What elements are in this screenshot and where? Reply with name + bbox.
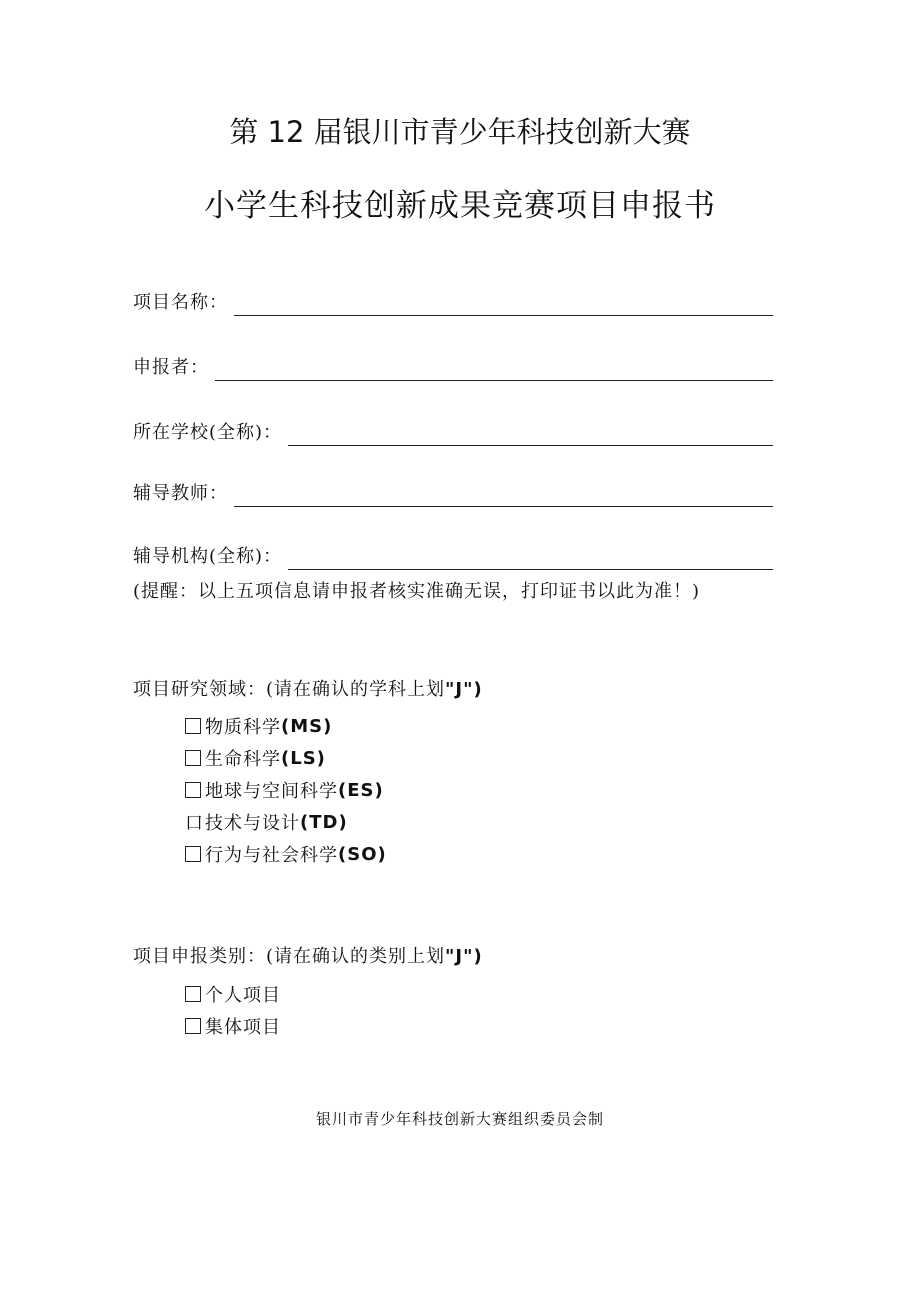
field-project-name: [133, 290, 773, 316]
field-school: [133, 420, 773, 446]
research-field-heading: [133, 675, 483, 701]
square-glyph-icon[interactable]: 口: [185, 813, 204, 834]
checkbox-icon[interactable]: [185, 782, 201, 798]
option-individual-label: 个人项目: [205, 985, 281, 1006]
option-ms[interactable]: [185, 710, 387, 742]
advisor-blank[interactable]: [234, 486, 773, 507]
checkbox-icon[interactable]: [185, 750, 201, 766]
option-es-label: 地球与空间科学: [205, 781, 338, 802]
option-individual[interactable]: [185, 978, 281, 1010]
school-blank[interactable]: [288, 425, 773, 446]
checkbox-icon[interactable]: [185, 846, 201, 862]
footer-organizer: 银川市青少年科技创新大赛组织委员会制: [315, 1110, 604, 1128]
option-so-code: (SO): [338, 843, 387, 865]
category-options: [185, 978, 281, 1042]
option-ms-label: 物质科学: [205, 717, 281, 738]
category-heading-text: 项目申报类别：(请在确认的类别上划: [133, 946, 446, 967]
field-advisor: [133, 481, 773, 507]
project-name-blank[interactable]: [234, 295, 773, 316]
option-td-code: (TD): [300, 811, 348, 833]
applicant-blank[interactable]: [215, 360, 773, 381]
field-institution-label: 辅导机构(全称)：: [133, 546, 283, 567]
category-heading: [133, 942, 483, 968]
category-heading-mark: "J"): [445, 946, 483, 967]
title-form: 小学生科技创新成果竞赛项目申报书: [204, 188, 716, 224]
field-school-label: 所在学校(全称)：: [133, 422, 283, 443]
option-group[interactable]: [185, 1010, 281, 1042]
option-es[interactable]: [185, 774, 387, 806]
option-group-label: 集体项目: [205, 1017, 281, 1038]
checkbox-icon[interactable]: [185, 1018, 201, 1034]
option-td-label: 技术与设计: [205, 813, 300, 834]
field-applicant-label: 申报者：: [133, 357, 209, 378]
research-field-heading-mark: "J"): [445, 679, 483, 700]
research-field-heading-text: 项目研究领域：(请在确认的学科上划: [133, 679, 446, 700]
option-so-label: 行为与社会科学: [205, 845, 338, 866]
field-advisor-label: 辅导教师：: [133, 483, 228, 504]
option-ls[interactable]: [185, 742, 387, 774]
option-td[interactable]: [185, 806, 387, 838]
title-competition: 第 12 届银川市青少年科技创新大赛: [229, 115, 691, 149]
field-institution: [133, 544, 773, 570]
option-es-code: (ES): [338, 779, 384, 801]
checkbox-icon[interactable]: [185, 986, 201, 1002]
option-ls-code: (LS): [281, 747, 326, 769]
checkbox-icon[interactable]: [185, 718, 201, 734]
option-ls-label: 生命科学: [205, 749, 281, 770]
field-project-name-label: 项目名称：: [133, 292, 228, 313]
field-applicant: [133, 355, 773, 381]
option-so[interactable]: [185, 838, 387, 870]
option-ms-code: (MS): [281, 715, 333, 737]
institution-blank[interactable]: [288, 549, 773, 570]
reminder-note: (提醒：以上五项信息请申报者核实准确无误，打印证书以此为准！): [133, 581, 701, 602]
research-field-options: [185, 710, 387, 870]
